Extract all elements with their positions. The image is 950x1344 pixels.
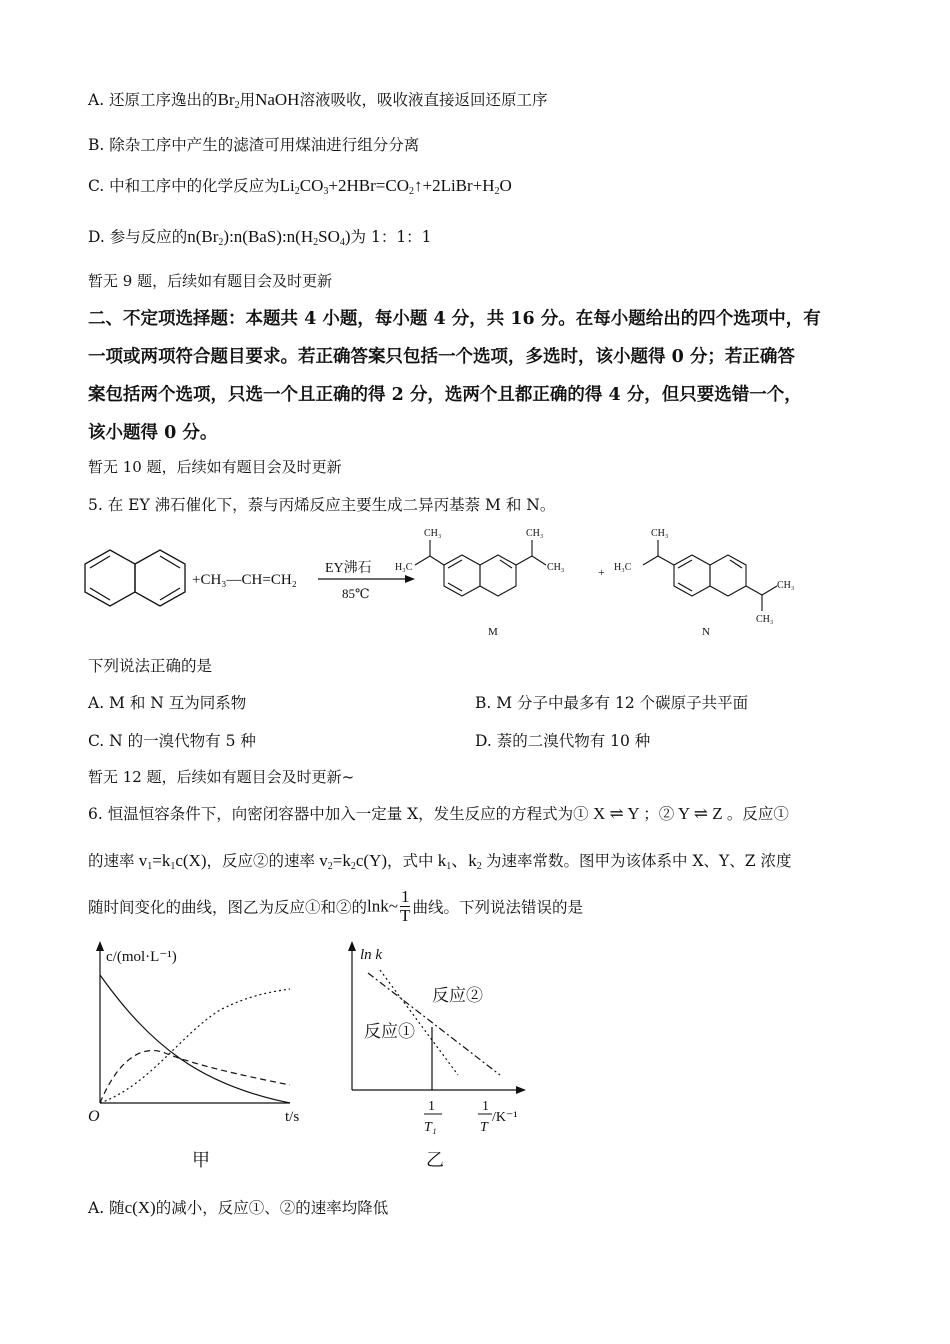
one-over-t-fraction: $\frac{1}{T}$ bbox=[399, 887, 411, 925]
yi-caption: 乙 bbox=[426, 1150, 444, 1170]
option-4a: A. 还原工序逸出的$Br_2$用NaOH溶液吸收，吸收液直接返回还原工序 bbox=[88, 90, 548, 111]
jia-caption: 甲 bbox=[192, 1150, 210, 1170]
cx-expression: c(X) bbox=[124, 1198, 156, 1217]
jia-origin: O bbox=[88, 1108, 100, 1125]
jia-y-arrow bbox=[96, 941, 104, 951]
section2-line3: 案包括两个选项，只选一个且正确的得 2 分，选两个且都正确的得 4 分，但只要选错一个， bbox=[88, 385, 802, 405]
note-question-9: 暂无 9 题，后续如有题目会及时更新 bbox=[88, 272, 333, 290]
yi-y-arrow bbox=[348, 941, 356, 951]
option-4c: C. 中和工序中的化学反应为$Li_2CO_3+2HBr=CO_2↑+2LiBr+H_2O$ bbox=[88, 176, 512, 197]
option-4d: D. 参与反应的$n(Br_2):n(BaS):n(H_2SO_4)$为 1：1：1 bbox=[88, 227, 432, 248]
m-h3c-left: H₃C bbox=[395, 562, 413, 573]
n-ch3-bottom: CH₃ bbox=[756, 614, 774, 625]
question-6-line2: 的速率 $v_1=k_1c(X)$，反应②的速率 $v_2=k_2c(Y)$，式中 $k_1$、$k_2$ 为速率常数。图甲为该体系中 X、Y、Z 浓度 bbox=[88, 851, 792, 872]
section2-line2: 一项或两项符合题目要求。若正确答案只包括一个选项，多选时，该小题得 0 分；若正确答 bbox=[88, 347, 795, 367]
note-question-10: 暂无 10 题，后续如有题目会及时更新 bbox=[88, 458, 342, 476]
n-ch3-right: CH₃ bbox=[777, 580, 795, 591]
yi-y-label: ln k bbox=[360, 947, 383, 963]
rate-expression-2: $v_2=k_2c(Y)$ bbox=[315, 851, 388, 872]
section2-line4: 该小题得 0 分。 bbox=[88, 423, 218, 443]
section2-line1: 二、不定项选择题：本题共 4 小题，每小题 4 分，共 16 分。在每小题给出的四个选项中，有 bbox=[88, 309, 821, 329]
curve-z-concentration bbox=[100, 989, 290, 1103]
br2-formula: $Br_2$ bbox=[217, 90, 240, 111]
option-5d: D. 萘的二溴代物有 10 种 bbox=[475, 732, 651, 750]
n-ch3-top: CH₃ bbox=[651, 528, 669, 539]
equilibrium-y-z: Y ⇌ Z bbox=[674, 804, 727, 823]
option-5c: C. N 的一溴代物有 5 种 bbox=[88, 732, 256, 750]
m-ch3-top-right: CH₃ bbox=[526, 528, 544, 539]
label-reaction-1: 反应① bbox=[364, 1022, 415, 1041]
mole-ratio-expression: $n(Br_2):n(BaS):n(H_2SO_4)$ bbox=[187, 227, 351, 248]
yi-x-arrow bbox=[516, 1086, 526, 1094]
temperature-label: 85℃ bbox=[342, 586, 370, 601]
graph-jia bbox=[80, 935, 320, 1175]
note-question-12: 暂无 12 题，后续如有题目会及时更新~ bbox=[88, 768, 355, 786]
rate-expression-1: $v_1=k_1c(X)$ bbox=[134, 851, 207, 872]
tick-t1-numerator: 1 bbox=[428, 1099, 435, 1114]
neutralization-equation: $Li_2CO_3+2HBr=CO_2↑+2LiBr+H_2O$ bbox=[279, 176, 512, 197]
option-6a: A. 随c(X)的减小，反应①、②的速率均降低 bbox=[88, 1198, 389, 1217]
reaction-scheme bbox=[80, 520, 810, 645]
reaction-arrow bbox=[318, 575, 415, 583]
m-ch3-top-left: CH₃ bbox=[424, 528, 442, 539]
ln-k-expression: lnk~ bbox=[367, 896, 398, 916]
product-m-structure bbox=[415, 540, 546, 596]
question-5-stem: 5. 在 EY 沸石催化下，萘与丙烯反应主要生成二异丙基萘 M 和 N。 bbox=[88, 496, 556, 514]
n-h3c-left: H₃C bbox=[614, 562, 632, 573]
jia-y-label: c/(mol·L⁻¹) bbox=[106, 949, 177, 965]
jia-x-label: t/s bbox=[285, 1109, 300, 1125]
x-axis-denominator: T bbox=[480, 1120, 488, 1135]
curve-y-concentration bbox=[100, 1051, 290, 1103]
propene-reagent: +CH₃—CH=CH₂ bbox=[192, 572, 297, 588]
x-axis-unit: /K⁻¹ bbox=[492, 1110, 518, 1125]
rate-constants: $k_1$、$k_2$ bbox=[433, 851, 482, 872]
tick-t1-denominator: T₁ bbox=[424, 1120, 437, 1135]
question-5-ask: 下列说法正确的是 bbox=[88, 657, 213, 675]
question-6-line1: 6. 恒温恒容条件下，向密闭容器中加入一定量 X，发生反应的方程式为① X ⇌ Y ；② Y ⇌ Z 。反应① bbox=[88, 804, 789, 823]
label-reaction-2: 反应② bbox=[432, 986, 483, 1005]
option-4b: B. 除杂工序中产生的滤渣可用煤油进行组分分离 bbox=[88, 136, 420, 154]
product-n-structure bbox=[643, 540, 777, 611]
question-6-line3: 随时间变化的曲线，图乙为反应①和②的lnk~ $\frac{1}{T}$ 曲线。下列说法错误的是 bbox=[88, 887, 583, 925]
option-5b: B. M 分子中最多有 12 个碳原子共平面 bbox=[475, 694, 749, 712]
m-ch3-right: CH₃ bbox=[547, 562, 565, 573]
x-axis-numerator: 1 bbox=[482, 1099, 489, 1114]
equilibrium-x-y: X ⇌ Y bbox=[588, 804, 644, 823]
naphthalene-structure bbox=[85, 550, 185, 606]
catalyst-label: EY沸石 bbox=[325, 561, 372, 576]
graph-yi bbox=[340, 935, 540, 1175]
option-5a: A. M 和 N 互为同系物 bbox=[88, 694, 247, 712]
curve-x-concentration bbox=[100, 975, 290, 1103]
plus-sign: + bbox=[598, 565, 605, 579]
label-m: M bbox=[488, 626, 498, 638]
label-n: N bbox=[702, 626, 710, 638]
